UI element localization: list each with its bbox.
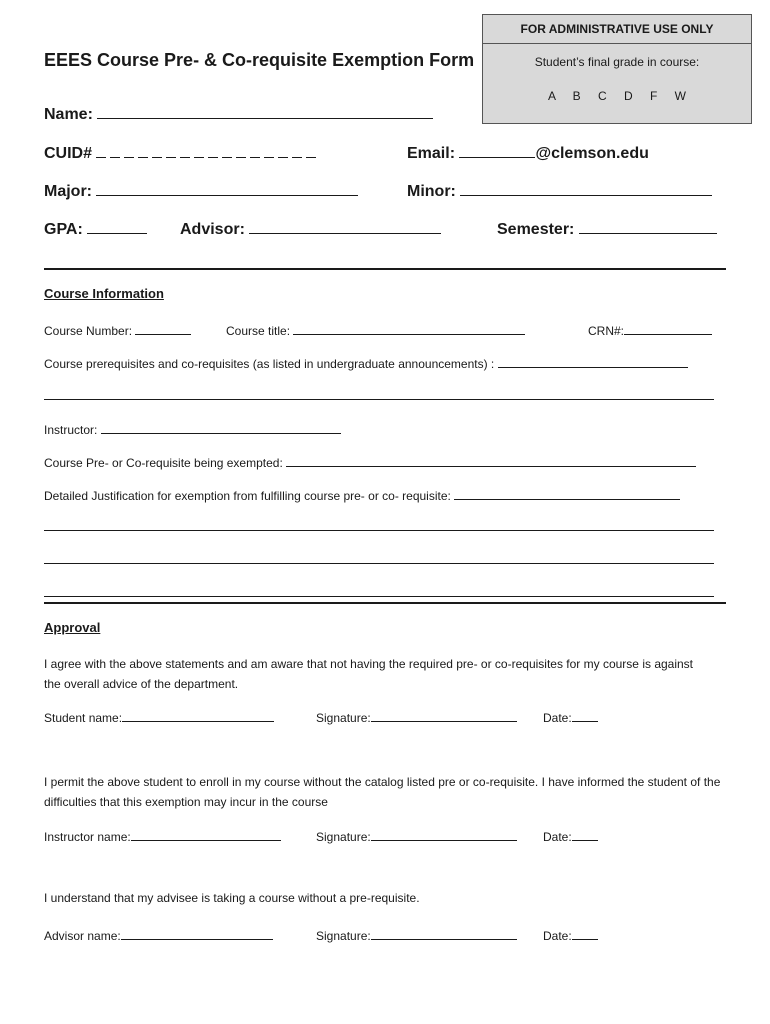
prereq-row <box>44 353 688 371</box>
major-row <box>44 179 358 201</box>
advisor-signature-label: Signature: <box>316 929 371 943</box>
prereq-field[interactable] <box>498 353 688 368</box>
instructor-signature-field[interactable] <box>371 826 517 841</box>
student-signature-field[interactable] <box>371 707 517 722</box>
name-row <box>44 102 433 124</box>
exempted-row <box>44 452 696 470</box>
exempted-label: Course Pre- or Co-requisite being exempted: <box>44 456 283 470</box>
course-number-row <box>44 320 191 338</box>
prereq-label: Course prerequisites and co-requisites (as listed in undergraduate announcements) : <box>44 357 495 371</box>
crn-row <box>588 320 712 338</box>
justification-field[interactable] <box>454 485 680 500</box>
student-statement: I agree with the above statements and am aware that not having the required pre- or co-requisites for my course is against the overall advice of the department. <box>44 657 694 691</box>
course-title-label: Course title: <box>226 324 291 338</box>
email-label: Email: <box>407 145 456 162</box>
form-title: EEES Course Pre- & Co-requisite Exemption Form <box>44 50 475 70</box>
advisor-date-field[interactable] <box>572 925 598 940</box>
advisor-statement: I understand that my advisee is taking a course without a pre-requisite. <box>44 891 420 905</box>
instructor-date-row <box>543 826 598 844</box>
course-title-row <box>226 320 525 338</box>
major-label: Major: <box>44 183 92 200</box>
cuid-label: CUID# <box>44 145 93 162</box>
crn-label: CRN#: <box>588 324 625 338</box>
instructor-label: Instructor: <box>44 423 98 437</box>
student-signature-row <box>316 707 517 725</box>
course-number-field[interactable] <box>135 320 191 335</box>
justification-line-2[interactable] <box>44 530 714 531</box>
instructor-statement: I permit the above student to enroll in my course without the catalog listed pre or co-requisite. I have informed the student of the difficulties that this exemption may incur in the course <box>44 775 721 809</box>
email-field[interactable] <box>459 141 535 158</box>
course-title-field[interactable] <box>293 320 525 335</box>
advisor-signature-row <box>316 925 517 943</box>
advisor-field[interactable] <box>249 217 441 234</box>
name-field[interactable] <box>97 102 433 119</box>
instructor-row <box>44 419 341 437</box>
prereq-field-line-2[interactable] <box>44 399 714 400</box>
student-name-field[interactable] <box>122 707 274 722</box>
justification-row <box>44 485 680 503</box>
major-field[interactable] <box>96 179 358 196</box>
student-signature-label: Signature: <box>316 711 371 725</box>
justification-label: Detailed Justification for exemption from fulfilling course pre- or co- requisite: <box>44 489 451 503</box>
advisor-date-label: Date: <box>543 929 572 943</box>
semester-row <box>497 217 717 239</box>
instructor-name-row <box>44 826 281 844</box>
email-row <box>407 141 649 163</box>
gpa-row <box>44 217 147 239</box>
name-label: Name: <box>44 106 93 123</box>
final-grade-label: Student’s final grade in course: <box>534 55 700 69</box>
advisor-date-row <box>543 925 598 943</box>
advisor-name-field[interactable] <box>121 925 273 940</box>
advisor-name-label: Advisor name: <box>44 929 121 943</box>
email-domain: @clemson.edu <box>535 145 649 162</box>
admin-header: FOR ADMINISTRATIVE USE ONLY <box>483 15 751 44</box>
justification-line-3[interactable] <box>44 563 714 564</box>
cuid-field[interactable] <box>96 145 320 162</box>
gpa-label: GPA: <box>44 221 83 238</box>
exempted-field[interactable] <box>286 452 696 467</box>
section-divider <box>44 268 726 270</box>
minor-row <box>407 179 712 201</box>
instructor-name-label: Instructor name: <box>44 830 131 844</box>
instructor-date-field[interactable] <box>572 826 598 841</box>
gpa-field[interactable] <box>87 217 147 234</box>
minor-label: Minor: <box>407 183 456 200</box>
semester-field[interactable] <box>579 217 717 234</box>
admin-use-box <box>482 14 752 124</box>
student-date-row <box>543 707 598 725</box>
section-divider-2 <box>44 602 726 604</box>
grade-options: A B C D F W <box>547 89 686 103</box>
advisor-name-row <box>44 925 273 943</box>
instructor-date-label: Date: <box>543 830 572 844</box>
instructor-field[interactable] <box>101 419 341 434</box>
advisor-row <box>180 217 441 239</box>
advisor-label: Advisor: <box>180 221 245 238</box>
justification-line-4[interactable] <box>44 596 714 597</box>
student-date-field[interactable] <box>572 707 598 722</box>
instructor-signature-label: Signature: <box>316 830 371 844</box>
minor-field[interactable] <box>460 179 712 196</box>
course-info-heading: Course Information <box>44 286 164 301</box>
cuid-row <box>44 141 320 163</box>
instructor-name-field[interactable] <box>131 826 281 841</box>
advisor-signature-field[interactable] <box>371 925 517 940</box>
student-date-label: Date: <box>543 711 572 725</box>
instructor-signature-row <box>316 826 517 844</box>
course-number-label: Course Number: <box>44 324 133 338</box>
crn-field[interactable] <box>624 320 712 335</box>
approval-heading: Approval <box>44 620 101 635</box>
student-name-label: Student name: <box>44 711 123 725</box>
semester-label: Semester: <box>497 221 575 238</box>
student-name-row <box>44 707 274 725</box>
